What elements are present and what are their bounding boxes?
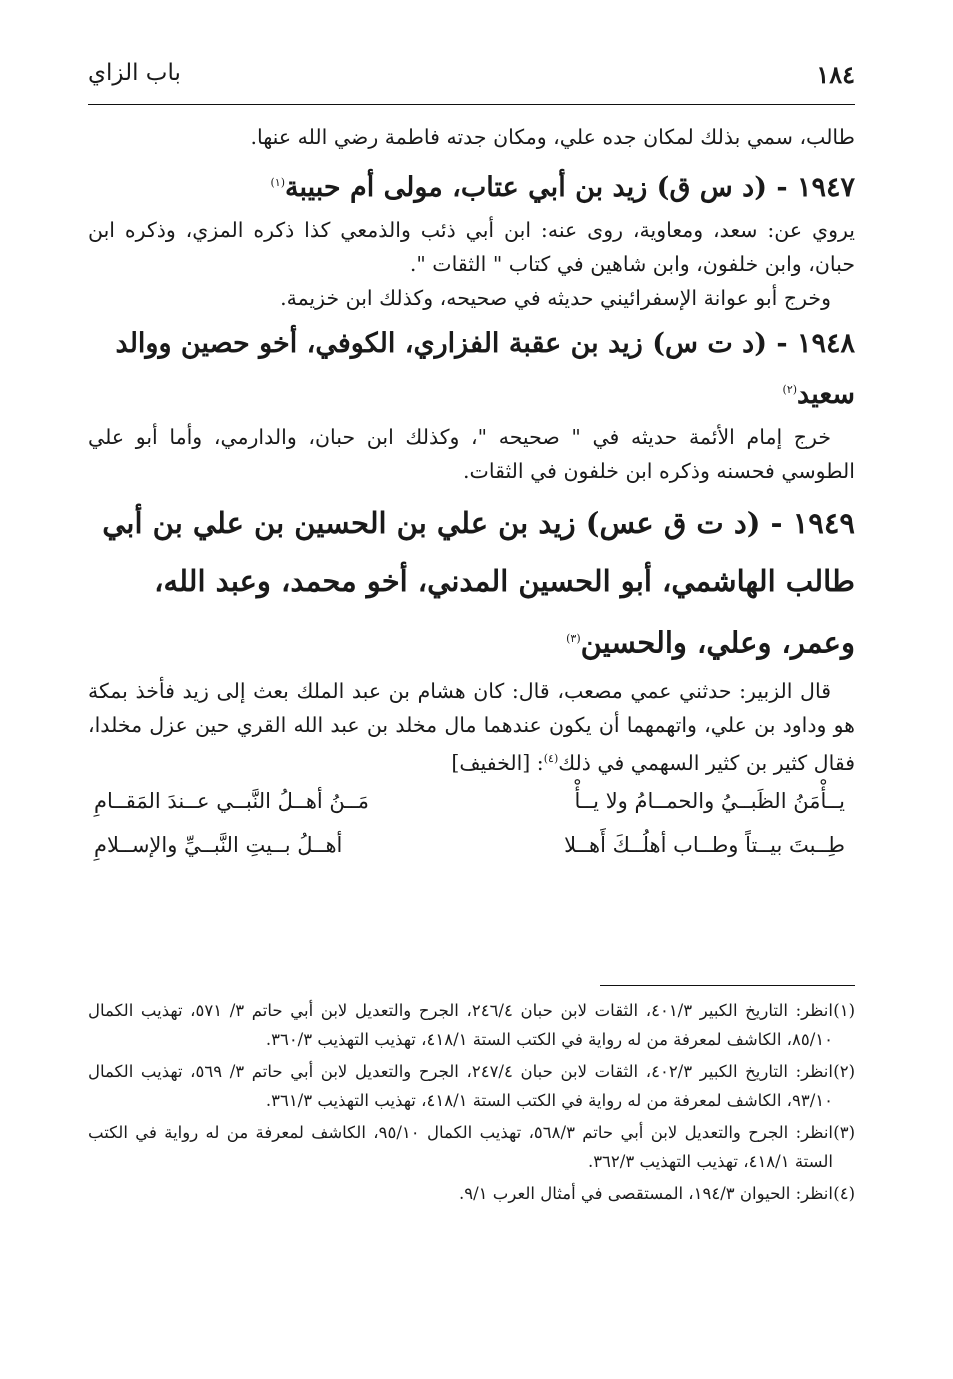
footnote (88, 996, 855, 1054)
footnote (88, 1118, 855, 1176)
footnote-number: (١) (833, 1001, 855, 1020)
footnote-separator (600, 985, 855, 986)
footnote-number: (٤) (833, 1184, 855, 1203)
running-header (88, 58, 855, 98)
entry-1947-paragraph: يروي عن: سعد، ومعاوية، روى عنه: ابن أبي ذئب والذمعي كذا ذكره المزي، وذكره ابن حبان، وابن خلفون، وابن شاهين في كتاب " الثقات ". (88, 218, 855, 276)
footnote-number: (٣) (833, 1123, 855, 1142)
footnote-ref: (١) (270, 176, 285, 189)
footnote-number: (٢) (833, 1062, 855, 1081)
paragraph-text: قال الزبير: حدثني عمي مصعب، قال: كان هشام بن عبد الملك بعث إلى زيد فأخذ بمكة هو وداود بن علي، واتهمهما أن يكون عندهما مال مخلد بن عبد الله القري حين عزل مخلدا، فقال كثير بن كثير السهمي في ذلك (88, 678, 855, 775)
entry-title: ١٩٤٧ - (د س ق) زيد بن أبي عتاب، مولى أم حبيبة (284, 172, 855, 203)
header-rule (88, 104, 855, 105)
entry-1948-heading (88, 321, 855, 418)
entry-1947-paragraph-2: وخرج أبو عوانة الإسفرائيني حديثه في صحيحه، وكذلك ابن خزيمة. (280, 286, 831, 310)
verse-line (88, 823, 855, 867)
footnote-text: انظر: التاريخ الكبير ٤٠١/٣، الثقات لابن حبان ٢٤٦/٤، الجرح والتعديل لابن أبي حاتم ٣/ ٥٧١، تهذيب الكمال ٨٥/١٠، الكاشف لمعرفة من له رواية في الكتب الستة ٤١٨/١، تهذيب التهذيب ٣٦٠/٣. (88, 1001, 833, 1049)
footnote-text: انظر: الجرح والتعديل لابن أبي حاتم ٥٦٨/٣، تهذيب الكمال ٩٥/١٠، الكاشف لمعرفة من له رواية في الكتب الستة ٤١٨/١، تهذيب التهذيب ٣٦٢/٣. (88, 1123, 833, 1171)
entry-title: ١٩٤٩ - (د ت ق عس) زيد بن علي بن الحسين بن علي بن أبي طالب الهاشمي، أبو الحسين المدني، أخو محمد، وعبد الله، وعمر، وعلي، والحسين (102, 506, 855, 660)
verse-line (88, 779, 855, 823)
footnotes (88, 996, 855, 1211)
entry-1949-heading (88, 494, 855, 672)
chapter-title: باب الزاي (88, 60, 181, 86)
poetic-meter: : [الخفيف] (451, 750, 544, 775)
footnote-text: انظر: التاريخ الكبير ٤٠٢/٣، الثقات لابن حبان ٢٤٧/٤، الجرح والتعديل لابن أبي حاتم ٣/ ٥٦٩، تهذيب الكمال ٩٣/١٠، الكاشف لمعرفة من له رواية في الكتب الستة ٤١٨/١، تهذيب التهذيب ٣٦١/٣. (88, 1062, 833, 1110)
verse-second-hemistich: مَــنُ أهــلُ النَّبــي عــندَ المَقــامِ (94, 789, 369, 814)
footnote-ref: (٤) (543, 751, 559, 765)
footnote-text: انظر: الحيوان ١٩٤/٣، المستقصى في أمثال العرب ٩/١. (459, 1184, 833, 1203)
footnote (88, 1179, 855, 1208)
intro-paragraph: طالب، سمي بذلك لمكان جده علي، ومكان جدته فاطمة رضي الله عنها. (250, 125, 855, 149)
verse-first-hemistich: يــأْمَنُ الظَبــيُ والحمــامُ ولا يــأْ (574, 789, 845, 814)
verse-second-hemistich: أهــلُ بــيتِ النَّبــيِّ والإســلامِ (94, 833, 343, 858)
entry-1947-heading (88, 160, 855, 211)
footnote (88, 1057, 855, 1115)
footnote-ref: (٣) (566, 632, 581, 645)
entry-1949-paragraph (88, 674, 855, 780)
entry-1948-paragraph: خرج إمام الأئمة حديثه في " صحيحه "، وكذلك ابن حبان، والدارمي، وأما أبو علي الطوسي فحسنه وذكره ابن خلفون في الثقات. (88, 425, 855, 483)
page-number: ١٨٤ (816, 60, 855, 89)
footnote-ref: (٢) (782, 383, 798, 396)
entry-title: ١٩٤٨ - (د ت س) زيد بن عقبة الفزاري، الكوفي، أخو حصين ووالد سعيد (115, 328, 855, 410)
main-text (88, 120, 855, 867)
verse-first-hemistich: طِــبتَ بيــتاً وطــاب أهلُــكَ أَهــلا (564, 833, 845, 858)
